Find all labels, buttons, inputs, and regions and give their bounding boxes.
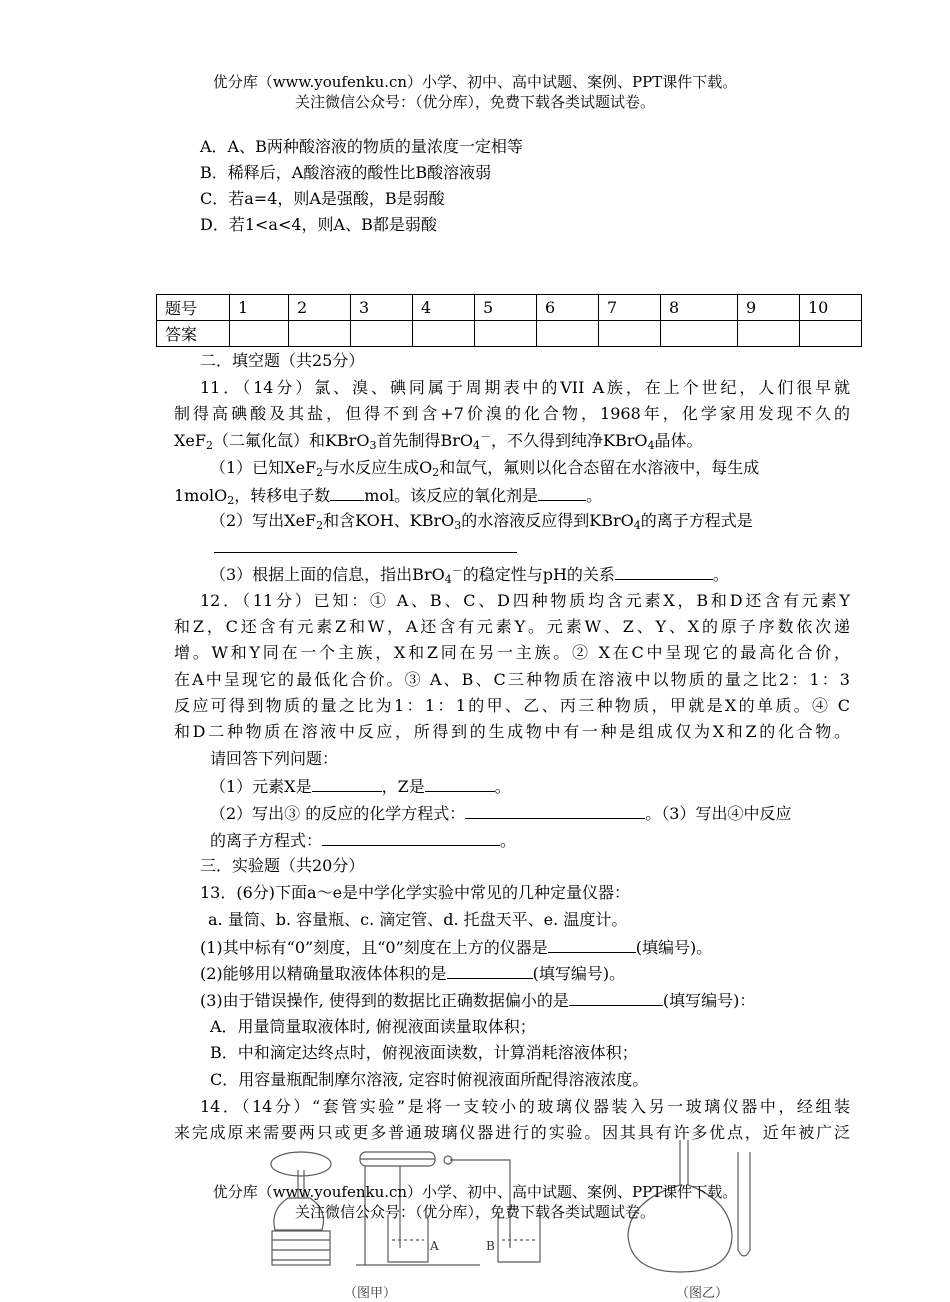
q13-option-b: B．中和滴定达终点时，俯视液面读数，计算消耗溶液体积； bbox=[210, 1043, 638, 1062]
q11-line-2: 制得高碘酸及其盐，但得不到含+7价溴的化合物，1968年，化学家用发现不久的 bbox=[174, 404, 850, 423]
table-row bbox=[157, 321, 862, 347]
option-c: C．若a=4，则A是强酸，B是弱酸 bbox=[200, 189, 445, 208]
table-cell: 6 bbox=[537, 295, 599, 321]
table-row bbox=[157, 295, 862, 321]
answer-cell[interactable] bbox=[738, 321, 800, 347]
q13-part-1: (1)其中标有“0”刻度，且“0”刻度在上方的仪器是 (填编号)。 bbox=[200, 938, 713, 957]
answer-cell[interactable] bbox=[413, 321, 475, 347]
section-3-title: 三．实验题（共20分） bbox=[200, 856, 365, 875]
q12-line-1: 12．（11分）已知：① A、B、C、D四种物质均含元素X，B和D还含有元素Y bbox=[200, 591, 850, 610]
q13-option-a: A．用量筒量取液体时, 俯视液面读量取体积； bbox=[210, 1017, 536, 1036]
answer-blank-long[interactable] bbox=[214, 552, 517, 553]
q12-line-2: 和Z，C还含有元素Z和W，A还含有元素Y。元素W、Z、Y、X的原子序数依次递 bbox=[174, 617, 850, 636]
q14-line-2: 来完成原来需要两只或更多普通玻璃仪器进行的实验。因其具有许多优点，近年被广泛 bbox=[174, 1123, 850, 1142]
answer-blank[interactable] bbox=[322, 829, 500, 846]
answer-cell[interactable] bbox=[351, 321, 413, 347]
table-cell: 10 bbox=[800, 295, 862, 321]
table-cell: 5 bbox=[475, 295, 537, 321]
table-cell: 2 bbox=[289, 295, 351, 321]
q13-option-c: C．用容量瓶配制摩尔溶液, 定容时俯视液面所配得溶液浓度。 bbox=[210, 1070, 649, 1089]
q11-part-1-cont: 1molO$_2$，转移电子数 mol。该反应的氧化剂是 。 bbox=[174, 486, 603, 507]
q12-line-3: 增。W和Y同在一个主族，X和Z同在另一主族。② X在C中呈现它的最高化合价， bbox=[174, 643, 850, 662]
footer-line-2: 关注微信公众号：（优分库），免费下载各类试题试卷。 bbox=[294, 1203, 655, 1221]
table-cell: 1 bbox=[230, 295, 289, 321]
table-cell: 答案 bbox=[157, 321, 230, 347]
q12-line-6: 和D二种物质在溶液中反应，所得到的生成物中有一种是组成仅为X和Z的化合物。 bbox=[174, 722, 850, 741]
answer-cell[interactable] bbox=[475, 321, 537, 347]
answer-cell[interactable] bbox=[230, 321, 289, 347]
q11-part-2: （2）写出XeF$_2$和含KOH、KBrO$_3$的水溶液反应得到KBrO$_4$的离子方程式是 bbox=[210, 511, 753, 532]
beaker-a-icon bbox=[388, 1215, 428, 1262]
option-b: B．稀释后，A酸溶液的酸性比B酸溶液弱 bbox=[200, 163, 492, 182]
section-2-title: 二．填空题（共25分） bbox=[200, 351, 365, 370]
answer-table bbox=[156, 294, 862, 347]
q12-part-1: （1）元素X是 ，Z是 。 bbox=[210, 777, 511, 796]
q12-prompt: 请回答下列问题： bbox=[210, 749, 339, 768]
caption-right: （图乙） bbox=[676, 1286, 729, 1301]
label-b: B bbox=[486, 1239, 495, 1253]
answer-cell[interactable] bbox=[289, 321, 351, 347]
q11-line-3: XeF$_2$（二氟化氙）和KBrO$_3$首先制得BrO$_4$－，不久得到纯净KBrO$_4$晶体。 bbox=[174, 430, 703, 452]
answer-blank[interactable] bbox=[615, 563, 713, 580]
table-cell: 9 bbox=[738, 295, 800, 321]
q12-line-4: 在A中呈现它的最低化合价。③ A、B、C三种物质在溶液中以物质的量之比2：1：3 bbox=[174, 670, 850, 689]
footer-line-1: 优分库（www.youfenku.cn）小学、初中、高中试题、案例、PPT课件下载。 bbox=[212, 1183, 738, 1201]
caption-left: （图甲） bbox=[344, 1286, 397, 1301]
q11-part-1: （1）已知XeF$_2$与水反应生成$O_2$和氙气，氟则以化合态留在水溶液中，每生成 bbox=[210, 458, 760, 479]
answer-blank[interactable] bbox=[538, 484, 586, 501]
answer-blank[interactable] bbox=[548, 936, 636, 953]
answer-cell[interactable] bbox=[661, 321, 738, 347]
q14-line-1: 14．（14分）“套管实验”是将一支较小的玻璃仪器装入另一玻璃仪器中，经组装 bbox=[200, 1097, 850, 1116]
answer-cell[interactable] bbox=[537, 321, 599, 347]
flame-icon bbox=[271, 1152, 331, 1176]
q12-line-5: 反应可得到物质的量之比为1：1：1的甲、乙、丙三种物质，甲就是X的单质。④ C bbox=[174, 696, 850, 715]
q13-part-2: (2)能够用以精确量取液体体积的是 (填写编号)。 bbox=[200, 964, 626, 983]
answer-blank[interactable] bbox=[330, 484, 364, 501]
table-cell: 8 bbox=[661, 295, 738, 321]
beaker-b-icon bbox=[498, 1215, 540, 1262]
label-a: A bbox=[430, 1239, 439, 1253]
table-cell: 题号 bbox=[157, 295, 230, 321]
table-cell: 3 bbox=[351, 295, 413, 321]
answer-cell[interactable] bbox=[800, 321, 862, 347]
answer-blank[interactable] bbox=[465, 802, 645, 819]
q11-part-3: （3）根据上面的信息，指出BrO$_4$－的稳定性与pH的关系 。 bbox=[210, 564, 729, 586]
q13-line-2: a. 量筒、b. 容量瓶、c. 滴定管、d. 托盘天平、e. 温度计。 bbox=[208, 910, 628, 929]
answer-cell[interactable] bbox=[599, 321, 661, 347]
table-cell: 4 bbox=[413, 295, 475, 321]
q12-part-2: （2）写出③ 的反应的化学方程式： 。（3）写出④中反应 bbox=[210, 804, 792, 823]
q13-line-1: 13．(6分)下面a～e是中学化学实验中常见的几种定量仪器： bbox=[200, 883, 631, 902]
answer-blank[interactable] bbox=[569, 989, 663, 1006]
q11-line-1: 11．（14分）氯、溴、碘同属于周期表中的VII A族，在上个世纪，人们很早就 bbox=[200, 378, 850, 397]
option-d: D．若1<a<4，则A、B都是弱酸 bbox=[200, 215, 437, 234]
table-cell: 7 bbox=[599, 295, 661, 321]
header-line-2: 关注微信公众号：（优分库），免费下载各类试题试卷。 bbox=[294, 93, 655, 111]
q12-part-3: 的离子方程式： 。 bbox=[210, 831, 517, 850]
answer-blank[interactable] bbox=[447, 962, 533, 979]
answer-blank[interactable] bbox=[425, 775, 495, 792]
header-line-1: 优分库（www.youfenku.cn）小学、初中、高中试题、案例、PPT课件下载。 bbox=[212, 73, 738, 91]
option-a: A．A、B两种酸溶液的物质的量浓度一定相等 bbox=[200, 137, 523, 156]
answer-blank[interactable] bbox=[312, 775, 382, 792]
q13-part-3: (3)由于错误操作, 使得到的数据比正确数据偏小的是 (填写编号)： bbox=[200, 991, 756, 1010]
